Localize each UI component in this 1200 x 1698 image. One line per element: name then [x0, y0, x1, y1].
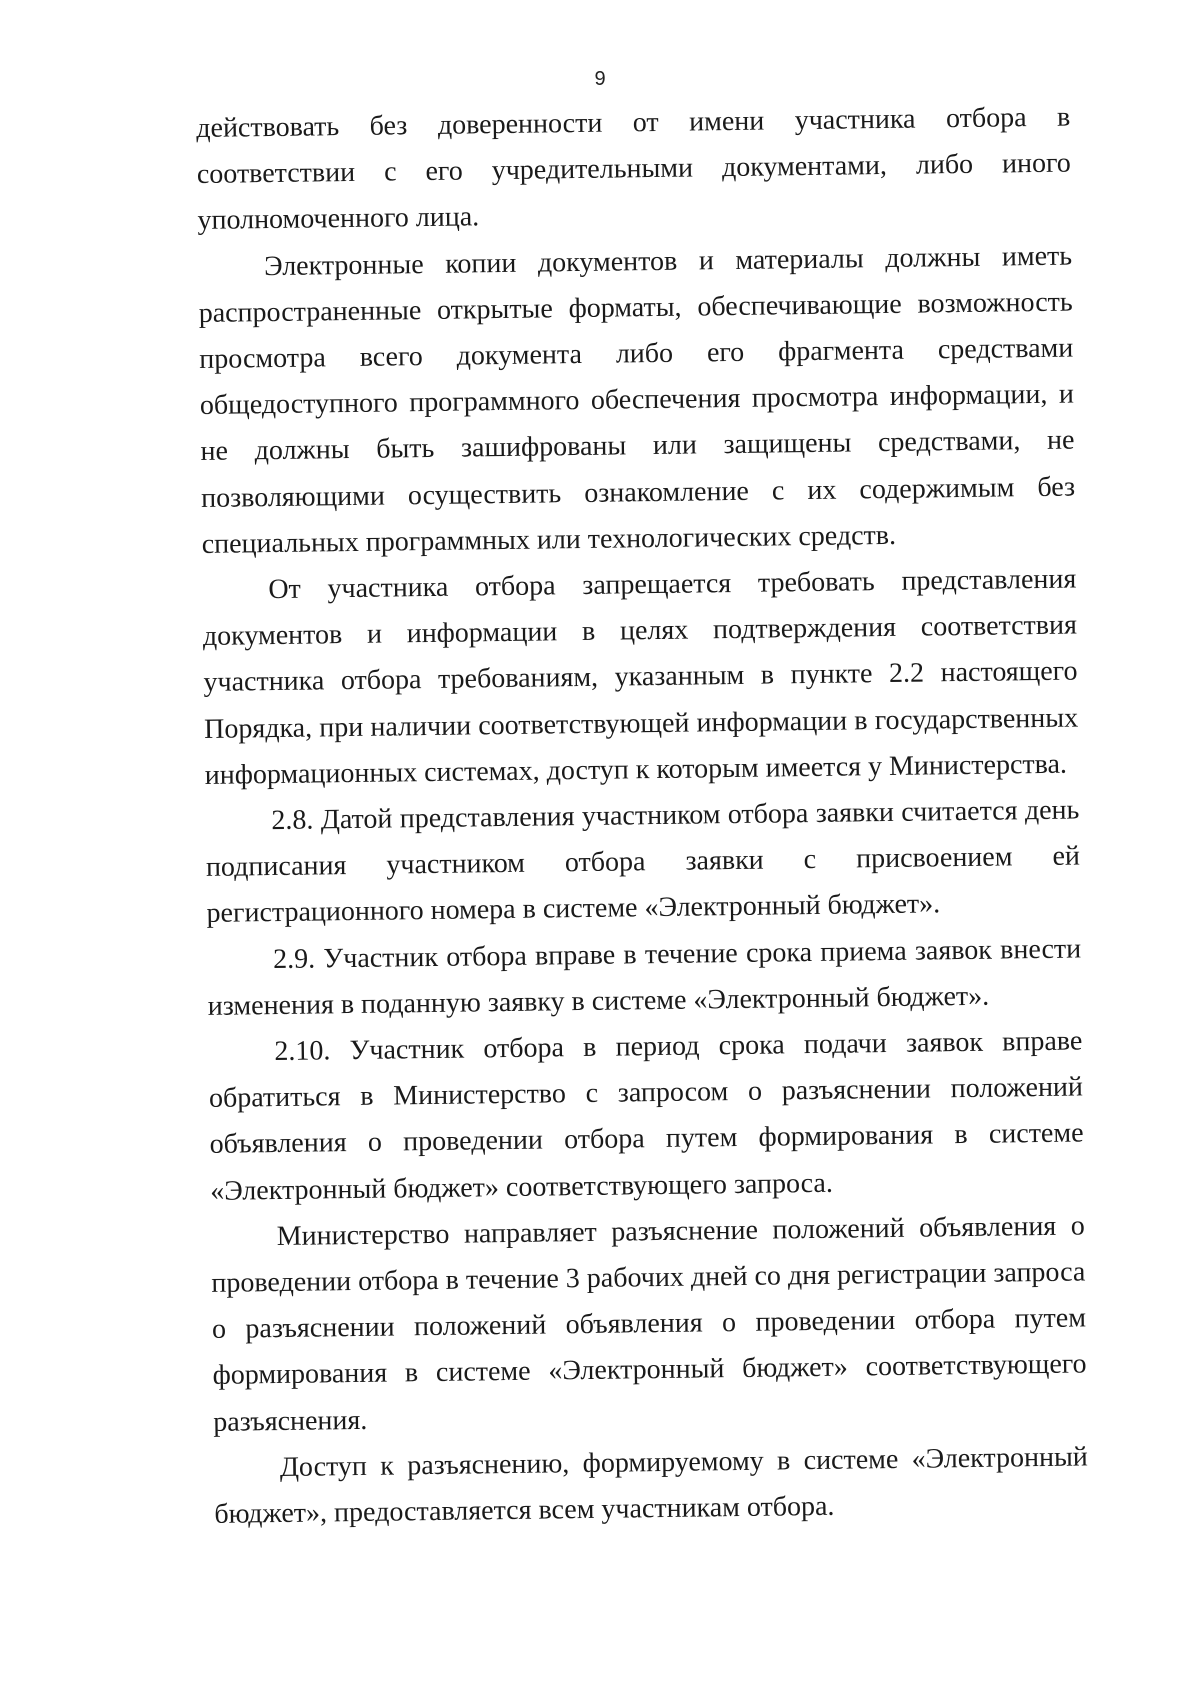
paragraph-ministry-response: Министерство направляет разъяснение положений объявления о проведении отбора в течение 3 рабочих дней со дня регистрации запроса о разъяснении положений объявления о проведении отбора путем формирования в системе «Электронный бюджет» соответствующего разъяснения. — [211, 1210, 1087, 1438]
paragraph-electronic-copies: Электронные копии документов и материалы должны иметь распространенные открытые форматы, обеспечивающие возможность просмотра всего документа либо его фрагмента средствами общедоступного программного обеспечения просмотра информации, и не должны быть зашифрованы или защищены средствами, не позволяющими осуществить ознакомление с их содержимым без специальных программных или технологических средств. — [198, 240, 1076, 560]
paragraph-2-9: 2.9. Участник отбора вправе в течение срока приема заявок внести изменения в поданную заявку в системе «Электронный бюджет». — [207, 933, 1082, 1022]
paragraph-access: Доступ к разъяснению, формируемому в системе «Электронный бюджет», предоставляется всем участникам отбора. — [214, 1441, 1088, 1530]
page-number: 9 — [594, 68, 606, 90]
document-body — [196, 95, 1089, 1539]
paragraph-2-10: 2.10. Участник отбора в период срока подачи заявок вправе обратиться в Министерство с запросом о разъяснении положений объявления о проведении отбора путем формирования в системе «Электронный бюджет» соответствующего запроса. — [208, 1025, 1084, 1207]
paragraph-prohibition: От участника отбора запрещается требовать представления документов и информации в целях подтверждения соответствия участника отбора требованиям, указанным в пункте 2.2 настоящего Порядка, при наличии соответствующей информации в государственных информационных системах, доступ к которым имеется у Министерства. — [202, 563, 1079, 791]
paragraph-continuation: действовать без доверенности от имени участника отбора в соответствии с его учредительными документами, либо иного уполномоченного лица. — [196, 101, 1072, 237]
paragraph-2-8: 2.8. Датой представления участником отбора заявки считается день подписания участником отбора заявки с присвоением ей регистрационного номера в системе «Электронный бюджет». — [205, 794, 1081, 930]
